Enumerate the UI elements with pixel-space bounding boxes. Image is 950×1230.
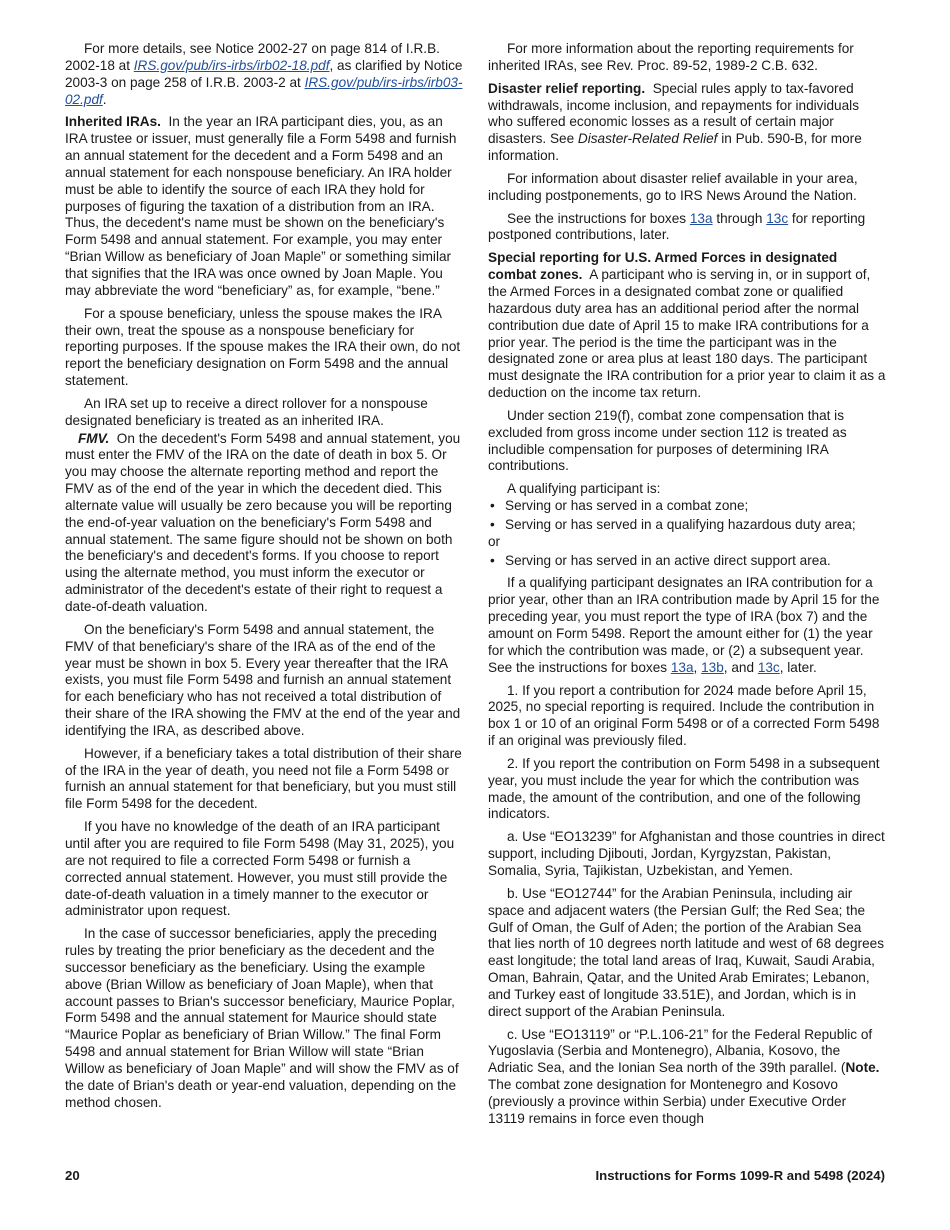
- qualifying-intro: A qualifying participant is:: [507, 481, 661, 497]
- prior-year-paragraph: [488, 575, 886, 676]
- list-item: [488, 498, 886, 515]
- inherited-iras-heading: Inherited IRAs.: [65, 114, 161, 130]
- text: On the decedent's Form 5498 and annual statement, you must enter the FMV of the IRA on the date of death in box 5. Or you may choose the alternate reporting method and report the FMV as of the end of the year in which the decedent died. This alternate value will usually be zero because you will be reporting the end-of-year valuation on the beneficiary's Form 5498 and annual statement. The same figure should not be shown on both the beneficiary's and decedent's forms. If you choose to report using the alternate method, you must inform the executor or administrator of the decedent's estate of their right to request a date-of-death valuation.: [65, 430, 461, 614]
- text: For more details, see Notice 2002-27 on page 814 of I.R.B. 2002-18 at: [65, 41, 440, 73]
- bullet-icon: •: [490, 552, 495, 568]
- qualifying-list: [488, 498, 886, 534]
- inherited-iras-paragraph: [65, 114, 463, 299]
- box-13a-link[interactable]: 13a: [670, 659, 694, 675]
- box-13c-link[interactable]: 13c: [766, 210, 789, 226]
- fmv-paragraph: [65, 431, 463, 616]
- text: through: [712, 210, 767, 226]
- indicator-b: b. Use “EO12744” for the Arabian Peninsula, including air space and adjacent waters (the Persian Gulf; the Red Sea; the Gulf of Oman, the Gulf of Aden; the portion of the Arabian Sea that lies north of 10 degrees north latitude and west of 68 degrees east longitude; the total land areas of Iraq, Kuwait, Saudi Arabia, Oman, Bahrain, Qatar, and the United Arab Emirates; Lebanon, and Turkey east of longitude 33.51E), and Jordan, which is in direct support of the Arabian Peninsula.: [488, 885, 884, 1019]
- notice-paragraph: [65, 41, 463, 108]
- bullet-icon: •: [490, 516, 495, 532]
- list-item: [488, 553, 886, 570]
- rev-proc-paragraph: For more information about the reporting requirements for inherited IRAs, see Rev. Proc. 89-52, 1989-2 C.B. 632.: [488, 41, 854, 73]
- left-column: [65, 41, 463, 1117]
- total-distribution-paragraph: However, if a beneficiary takes a total distribution of their share of the IRA in the year of death, you need not file a Form 5498 or furnish an annual statement for that beneficiary, but you must still file Form 5498 for the decedent.: [65, 745, 462, 812]
- spouse-beneficiary-paragraph: For a spouse beneficiary, unless the spouse makes the IRA their own, treat the spouse as a nonspouse beneficiary for reporting purposes. If the spouse makes the IRA their own, do not report the beneficiary designation on Form 5498 and the annual statement.: [65, 305, 461, 389]
- beneficiary-fmv-paragraph: On the beneficiary's Form 5498 and annual statement, the FMV of that beneficiary's share of the IRA as of the end of the year must be shown in box 5. Every year thereafter that the IRA exists, you must file Form 5498 and furnish an annual statement for each beneficiary who has not received a total distribution of their share of the IRA showing the FMV at the end of the year and identifying the IRA, as described above.: [65, 621, 461, 738]
- text: Serving or has served in a qualifying hazardous duty area;: [505, 516, 856, 532]
- disaster-relief-heading: Disaster relief reporting.: [488, 80, 646, 96]
- numbered-item-1: 1. If you report a contribution for 2024 made before April 15, 2025, no special reporting is required. Include the contribution in box 1 or 10 of an original Form 5498 or of a corrected Form 5498 if an original was previously filed.: [488, 682, 880, 749]
- disaster-info-paragraph: For information about disaster relief available in your area, including postponements, go to IRS News Around the Nation.: [488, 170, 858, 203]
- disaster-relief-paragraph: [488, 81, 886, 165]
- numbered-item-2: 2. If you report the contribution on Form 5498 in a subsequent year, you must include the year for which the contribution was made, the amount of the contribution, and one of the following indicators.: [488, 755, 880, 822]
- text: If a qualifying participant designates an IRA contribution for a prior year, other than an IRA contribution made by April 15 for the preceding year, you must report the type of IRA (box 7) and the amount on Form 5498. Report the amount either for (1) the year for which the contribution was made, or (2) a subsequent year. See the instructions for boxes: [488, 575, 880, 675]
- text: Special rules apply to tax-favored withdrawals, income inclusion, and repayments for individuals who suffered economic losses as a result of certain major disasters. See: [488, 80, 859, 147]
- right-column: [488, 41, 886, 1134]
- page-number: 20: [65, 1168, 80, 1183]
- note-label: Note.: [845, 1060, 880, 1076]
- text: Serving or has served in a combat zone;: [505, 498, 749, 514]
- text: for reporting postponed contributions, later.: [488, 210, 866, 243]
- list-item: [488, 517, 886, 534]
- fmv-heading: FMV.: [78, 430, 110, 446]
- direct-rollover-paragraph: An IRA set up to receive a direct rollover for a nonspouse designated beneficiary is treated as an inherited IRA.: [65, 395, 428, 428]
- text: See the instructions for boxes: [507, 210, 690, 226]
- no-knowledge-paragraph: If you have no knowledge of the death of an IRA participant until after you are required to file Form 5498 (May 31, 2025), you are not required to file a corrected Form 5498 or furnish a corrected annual statement. However, you must still provide the date-of-death valuation in a timely manner to the executor or administrator upon request.: [65, 819, 455, 919]
- indicator-c: [488, 1027, 886, 1128]
- bullet-icon: •: [490, 498, 495, 514]
- irb02-18-link[interactable]: IRS.gov/pub/irs-irbs/irb02-18.pdf: [133, 57, 330, 73]
- or-text: or: [488, 533, 501, 549]
- armed-forces-heading: Special reporting for U.S. Armed Forces in designated combat zones.: [488, 250, 838, 283]
- text: , as clarified by Notice 2003-3 on page 258 of I.R.B. 2003-2 at: [65, 57, 463, 90]
- text: Disaster-Related Relief: [577, 131, 718, 147]
- indicator-a: a. Use “EO13239” for Afghanistan and those countries in direct support, including Djibouti, Jordan, Kyrgyzstan, Pakistan, Somalia, Syria, Tajikistan, Uzbekistan, and Yemen.: [488, 829, 885, 878]
- text: In the year an IRA participant dies, you, as an IRA trustee or issuer, must generally file a Form 5498 and furnish an annual statement for the decedent and a Form 5498 and an annual statement for each nonspouse beneficiary. An IRA holder must be able to identify the source of each IRA they hold for purposes of figuring the taxation of a distribution from an IRA. Thus, the decedent's name must be shown on the beneficiary's Form 5498 and annual statement. For example, you may enter “Brian Willow as beneficiary of Joan Maple” or something similar that signifies that the IRA was once owned by Joan Maple. You may abbreviate the word “beneficiary” as, for example, “bene.”: [65, 114, 457, 298]
- text: Serving or has served in an active direct support area.: [505, 552, 831, 568]
- document-title: Instructions for Forms 1099-R and 5498 (2024): [595, 1168, 885, 1183]
- text: , and: [723, 659, 758, 675]
- text: The combat zone designation for Montenegro and Kosovo (previously a province within Serbia) under Executive Order 13119 remains in force even though: [488, 1077, 847, 1126]
- armed-forces-paragraph: [488, 250, 886, 402]
- postponed-contributions-paragraph: [488, 211, 886, 245]
- irb03-02-link[interactable]: IRS.gov/pub/irs-irbs/irb03-02.pdf: [65, 74, 463, 107]
- box-13a-link[interactable]: 13a: [689, 210, 713, 226]
- text: c. Use “EO13119” or “P.L.106-21” for the Federal Republic of Yugoslavia (Serbia and Montenegro), Albania, Kosovo, the Adriatic Sea, and the Ionian Sea north of the 39th parallel. (: [488, 1026, 873, 1076]
- text: ,: [693, 659, 702, 675]
- box-13b-link[interactable]: 13b: [701, 659, 724, 675]
- text: A participant who is serving in, or in support of, the Armed Forces in a designated combat zone or qualified hazardous duty area has an additional period after the normal contribution due date of April 15 to make IRA contributions for a prior year. The period is the time the participant was in the designated zone or area plus at least 180 days. The participant must designate the IRA contribution for a prior year to claim it as a deduction on the income tax return.: [488, 267, 886, 401]
- section-219f-paragraph: Under section 219(f), combat zone compensation that is excluded from gross income under section 112 is treated as includible compensation for purposes of determining IRA contributions.: [488, 407, 847, 474]
- qualifying-list-cont: [488, 553, 886, 570]
- successor-beneficiaries-paragraph: In the case of successor beneficiaries, apply the preceding rules by treating the prior beneficiary as the decedent and the successor beneficiary as the beneficiary. Using the example above (Brian Willow as beneficiary of Joan Maple), when that account passes to Brian's successor beneficiary, Maurice Poplar, Form 5498 and the annual statement for Maurice should state “Maurice Poplar as beneficiary of Brian Willow.” The final Form 5498 and annual statement for Brian Willow will state “Brian Willow as beneficiary of Joan Maple” and will show the FMV as of the date of Brian's death or year-end valuation, depending on the method chosen.: [65, 926, 459, 1110]
- text: , later.: [779, 659, 817, 675]
- box-13c-link[interactable]: 13c: [757, 659, 780, 675]
- text: in Pub. 590-B, for more information.: [488, 131, 862, 164]
- text: .: [102, 91, 107, 107]
